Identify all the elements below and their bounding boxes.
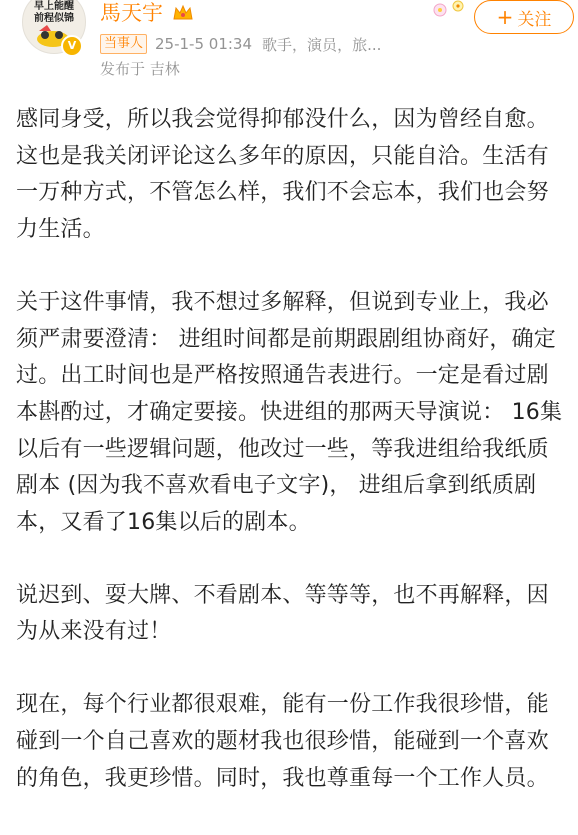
verified-icon: V — [61, 35, 83, 57]
plus-icon: + — [496, 5, 514, 29]
posted-location: 发布于 吉林 — [100, 60, 180, 78]
crown-icon — [172, 3, 194, 23]
username[interactable]: 馬天宇 — [100, 1, 163, 25]
follow-label: 关注 — [517, 9, 552, 30]
post-body — [16, 102, 564, 833]
flower-decoration-icon — [420, 0, 480, 30]
tag-travel: 旅... — [352, 35, 382, 54]
follow-button[interactable] — [474, 0, 574, 34]
meta-row: 当事人 25-1-5 01:34 歌手 ， 演员 ， 旅... — [100, 34, 381, 54]
post-paragraph: 现在，每个行业都很艰难，能有一份工作我很珍惜，能碰到一个自己喜欢的题材我也很珍惜，能碰到一个喜欢的角色，我更珍惜。同时，我也尊重每一个工作人员。 — [16, 692, 549, 791]
tag-singer: 歌手 — [262, 35, 293, 54]
post-paragraph: 说迟到、耍大牌、不看剧本、等等等，也不再解释，因为从来没有过！ — [16, 582, 549, 645]
post-paragraph: 关于这件事情，我不想过多解释，但说到专业上，我必须严肃要澄清： 进组时间都是前期跟剧组协商好，确定过。出工时间也是严格按照通告表进行。一定是看过剧本斟酌过，才确定要接。快进组的那两天导演说： 16集以后有一些逻辑问题，他改过一些，等我进组给我纸质剧本 (因为我不喜欢看电子文字)， 进组后拿到纸质剧本，又看了16集以后的剧本。 — [16, 289, 563, 536]
tag-actor: 演员 — [307, 35, 338, 54]
post-header — [0, 0, 578, 90]
avatar-caption: 早上能醒 前程似锦 — [34, 1, 74, 24]
post-paragraph: 感同身受，所以我会觉得抑郁没什么，因为曾经自愈。这也是我关闭评论这么多年的原因，只能自洽。生活有一万种方式，不管怎么样，我们不会忘本，我们也会努力生活。 — [16, 107, 549, 243]
timestamp: 25-1-5 01:34 — [155, 35, 253, 53]
role-badge: 当事人 — [100, 34, 147, 54]
